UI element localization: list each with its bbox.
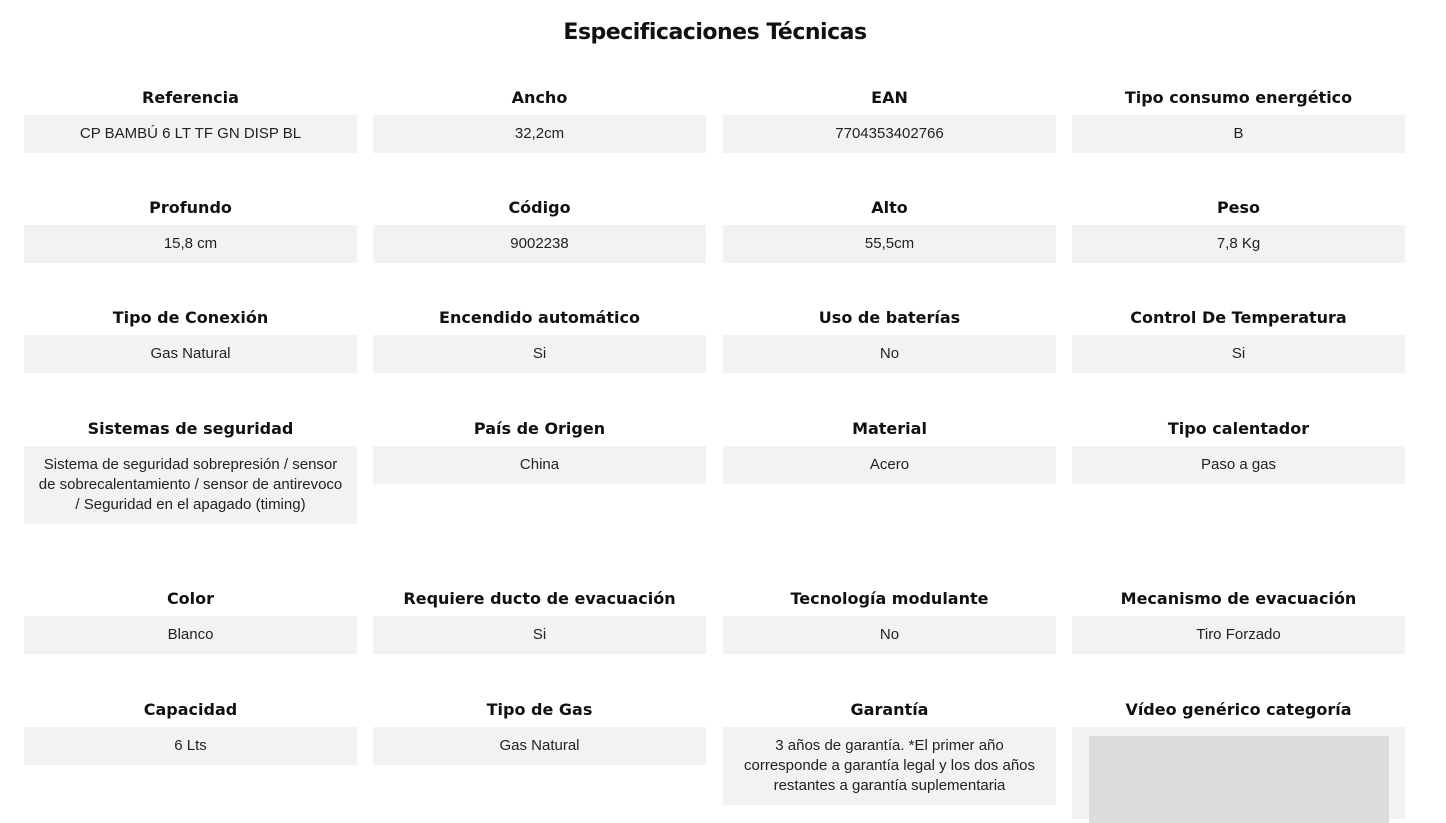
spec-label: Alto bbox=[871, 198, 908, 217]
spec-label: Tipo de Gas bbox=[486, 700, 593, 719]
spec-label: EAN bbox=[871, 88, 908, 107]
spec-requiere-ducto-de-evacuacion bbox=[373, 587, 706, 654]
spec-label: Material bbox=[852, 419, 927, 438]
spec-label: País de Origen bbox=[473, 419, 606, 438]
spec-mecanismo-de-evacuacion bbox=[1072, 587, 1405, 654]
spec-tipo-de-gas bbox=[373, 698, 706, 765]
spec-value: Si bbox=[1072, 335, 1405, 373]
spec-label: Peso bbox=[1216, 198, 1261, 217]
spec-label: Tipo consumo energético bbox=[1124, 88, 1353, 107]
spec-encendido-automatico bbox=[373, 306, 706, 373]
spec-label: Color bbox=[166, 589, 215, 608]
spec-profundo bbox=[24, 196, 357, 263]
spec-peso bbox=[1072, 196, 1405, 263]
spec-value: Si bbox=[373, 335, 706, 373]
spec-value: China bbox=[373, 446, 706, 484]
spec-value: Paso a gas bbox=[1072, 446, 1405, 484]
spec-label: Mecanismo de evacuación bbox=[1120, 589, 1357, 608]
spec-value: Gas Natural bbox=[24, 335, 357, 373]
spec-color bbox=[24, 587, 357, 654]
spec-value: 55,5cm bbox=[723, 225, 1056, 263]
spec-label: Uso de baterías bbox=[818, 308, 961, 327]
spec-value: Gas Natural bbox=[373, 727, 706, 765]
spec-ean bbox=[723, 86, 1056, 153]
spec-value: No bbox=[723, 616, 1056, 654]
spec-capacidad bbox=[24, 698, 357, 765]
spec-value: 3 años de garantía. *El primer año corresponde a garantía legal y los dos años restantes a garantía suplementaria bbox=[723, 727, 1056, 805]
spec-label: Tecnología modulante bbox=[790, 589, 989, 608]
spec-sistemas-de-seguridad bbox=[24, 417, 357, 524]
spec-label: Vídeo genérico categoría bbox=[1125, 700, 1352, 719]
spec-value: Blanco bbox=[24, 616, 357, 654]
spec-material bbox=[723, 417, 1056, 484]
spec-tecnologia-modulante bbox=[723, 587, 1056, 654]
spec-tipo-consumo-energetico bbox=[1072, 86, 1405, 153]
spec-value: 7,8 Kg bbox=[1072, 225, 1405, 263]
spec-label: Tipo de Conexión bbox=[112, 308, 269, 327]
video-container bbox=[1072, 727, 1405, 819]
spec-value: CP BAMBÚ 6 LT TF GN DISP BL bbox=[24, 115, 357, 153]
spec-garantia bbox=[723, 698, 1056, 805]
spec-label: Encendido automático bbox=[439, 308, 640, 327]
spec-value: 9002238 bbox=[373, 225, 706, 263]
spec-codigo bbox=[373, 196, 706, 263]
spec-video-generico-categoria bbox=[1072, 698, 1405, 819]
spec-label: Control De Temperatura bbox=[1130, 308, 1347, 327]
spec-label: Sistemas de seguridad bbox=[87, 419, 294, 438]
spec-label: Código bbox=[508, 198, 571, 217]
spec-value: 6 Lts bbox=[24, 727, 357, 765]
spec-value: 15,8 cm bbox=[24, 225, 357, 263]
spec-alto bbox=[723, 196, 1056, 263]
spec-ancho bbox=[373, 86, 706, 153]
spec-label: Garantía bbox=[850, 700, 929, 719]
spec-value: 32,2cm bbox=[373, 115, 706, 153]
spec-pais-de-origen bbox=[373, 417, 706, 484]
spec-value: 7704353402766 bbox=[723, 115, 1056, 153]
spec-label: Profundo bbox=[149, 198, 232, 217]
spec-value: Sistema de seguridad sobrepresión / sensor de sobrecalentamiento / sensor de antirevoco / Seguridad en el apagado (timing) bbox=[24, 446, 357, 524]
spec-label: Ancho bbox=[511, 88, 568, 107]
section-title: Especificaciones Técnicas bbox=[563, 20, 867, 45]
video-player[interactable] bbox=[1089, 736, 1389, 823]
spec-label: Capacidad bbox=[143, 700, 238, 719]
spec-label: Referencia bbox=[142, 88, 239, 107]
spec-value: B bbox=[1072, 115, 1405, 153]
spec-value: Si bbox=[373, 616, 706, 654]
spec-label: Requiere ducto de evacuación bbox=[403, 589, 676, 608]
spec-tipo-de-conexion bbox=[24, 306, 357, 373]
spec-control-de-temperatura bbox=[1072, 306, 1405, 373]
spec-label: Tipo calentador bbox=[1167, 419, 1310, 438]
spec-tipo-calentador bbox=[1072, 417, 1405, 484]
spec-referencia bbox=[24, 86, 357, 153]
spec-uso-de-baterias bbox=[723, 306, 1056, 373]
spec-value: Acero bbox=[723, 446, 1056, 484]
spec-value: Tiro Forzado bbox=[1072, 616, 1405, 654]
spec-value: No bbox=[723, 335, 1056, 373]
